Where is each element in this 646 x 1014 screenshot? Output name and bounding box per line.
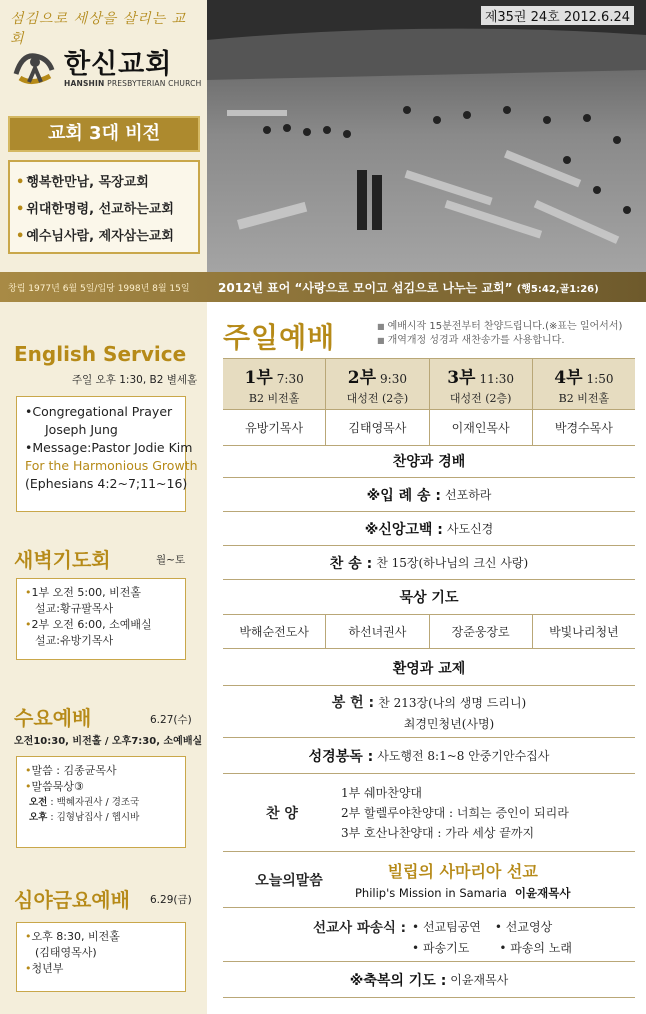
prayer-leader: 하선녀권사 bbox=[326, 615, 429, 648]
service-cell: 1부 7:30 B2 비전홀 bbox=[223, 359, 326, 409]
dawn-prayer-title: 새벽기도회 bbox=[14, 548, 111, 572]
service-pastor: 유방기목사 bbox=[223, 410, 326, 445]
wednesday-line: •말씀묵상③ bbox=[25, 780, 84, 793]
motto-verse: (행5:42,골1:26) bbox=[516, 283, 599, 295]
order-scripture: 성경봉독 : 사도행전 8:1~8 안중기안수집사 bbox=[223, 738, 635, 774]
order-sermon bbox=[223, 852, 635, 908]
order-call-to-worship: ※입 례 송 : 선포하라 bbox=[223, 478, 635, 512]
service-cell: 3부 11:30 대성전 (2층) bbox=[430, 359, 533, 409]
wednesday-line: 오전 : 백혜자권사 / 경조국 bbox=[29, 797, 140, 808]
service-cell: 4부 1:50 B2 비전홀 bbox=[554, 368, 614, 405]
dawn-prayer-days: 월~토 bbox=[156, 554, 186, 566]
prayer-leader: 박해순전도사 bbox=[223, 615, 326, 648]
brand-panel bbox=[0, 0, 207, 272]
order-creed: ※신앙고백 : 사도신경 bbox=[223, 512, 635, 546]
order-anthem bbox=[223, 774, 635, 852]
service-pastor: 이재인목사 bbox=[430, 410, 533, 445]
order-benediction: ※축복의 기도 : 이윤재목사 bbox=[223, 962, 635, 998]
english-line: Joseph Jung bbox=[45, 422, 118, 437]
friday-line: •오후 8:30, 비전홀 bbox=[25, 930, 120, 943]
dawn-line: •1부 오전 5:00, 비전홀 bbox=[25, 586, 141, 599]
vision-title: 교회 3대 비전 bbox=[8, 116, 200, 152]
sermon-label: 오늘의말씀 bbox=[255, 872, 323, 889]
vision-item: • 행복한만남, 목장교회 bbox=[16, 175, 149, 190]
yearly-motto: 2012년 표어 “사랑으로 모이고 섬김으로 나누는 교회” (행5:42,골1:26) bbox=[218, 280, 599, 295]
motto-banner bbox=[0, 272, 646, 302]
wednesday-service-title: 수요예배 bbox=[14, 706, 92, 730]
sunday-worship-title: 주일예배 bbox=[223, 321, 336, 354]
service-pastor: 박경수목사 bbox=[554, 421, 613, 435]
founding-date: 창립 1977년 6월 5일/입당 1998년 8월 15일 bbox=[8, 283, 190, 294]
service-cell: 2부 9:30 대성전 (2층) bbox=[326, 359, 429, 409]
friday-service-title: 심야금요예배 bbox=[14, 888, 130, 912]
dawn-line: 설교:유방기목사 bbox=[35, 634, 114, 647]
missionary-label: 선교사 파송식 : bbox=[313, 920, 407, 936]
friday-date: 6.29(금) bbox=[150, 894, 192, 906]
church-slogan: 섬김으로 세상을 살리는 교회 bbox=[10, 11, 187, 47]
sermon-preacher: 이윤재목사 bbox=[514, 885, 571, 900]
left-column bbox=[0, 302, 207, 1014]
vision-item: • 위대한명령, 선교하는교회 bbox=[16, 202, 174, 217]
english-sermon-title: For the Harmonious Growth bbox=[25, 458, 198, 473]
wednesday-times: 오전10:30, 비전홀 / 오후7:30, 소예배실 bbox=[14, 736, 203, 747]
wednesday-date: 6.27(수) bbox=[150, 714, 192, 726]
order-offering: 봉 헌 : 찬 213장(나의 생명 드리니) 최경민청년(사명) bbox=[223, 686, 635, 738]
service-schedule bbox=[223, 358, 635, 446]
order-hymn: 찬 송 : 찬 15장(하나님의 크신 사랑) bbox=[223, 546, 635, 580]
friday-line: (김태영목사) bbox=[35, 946, 97, 959]
anthem-line: 1부 쉐마찬양대 bbox=[341, 785, 423, 800]
english-service-box bbox=[16, 396, 198, 512]
church-name: 한신교회 bbox=[64, 48, 173, 80]
sunday-worship-column bbox=[207, 302, 646, 1014]
vision-item: • 예수님사람, 제자삼는교회 bbox=[16, 229, 174, 244]
offering-person: 최경민청년(사명) bbox=[403, 717, 495, 731]
issue-number: 제35권 24호 2012.6.24 bbox=[481, 6, 634, 25]
dawn-line: •2부 오전 6:00, 소예배실 bbox=[25, 618, 152, 631]
order-welcome: 환영과 교제 bbox=[223, 650, 635, 686]
dawn-prayer-box bbox=[16, 578, 186, 660]
worship-note: ■ 예배시작 15분전부터 찬양드립니다.(※표는 일어서서) bbox=[377, 321, 623, 332]
order-missionary-sending: 선교사 파송식 : • 선교팀공연 • 선교영상 • 파송기도 • 파송의 노래 bbox=[223, 908, 635, 962]
wednesday-line: 오후 : 김형남집사 / 헵시바 bbox=[29, 812, 140, 823]
order-silent-prayer: 묵상 기도 bbox=[399, 590, 459, 606]
order-praise: 찬양과 경배 bbox=[223, 444, 635, 478]
wednesday-line: •말씀 : 김종균목사 bbox=[25, 764, 117, 777]
newsletter-header bbox=[0, 0, 646, 272]
worship-note: ■ 개역개정 성경과 새찬송가를 사용합니다. bbox=[377, 335, 565, 346]
sermon-title: 빌립의 사마리아 선교 bbox=[387, 861, 538, 881]
prayer-leader: 장준웅장로 bbox=[430, 615, 533, 648]
english-line: •Message:Pastor Jodie Kim bbox=[25, 440, 193, 455]
congregation-photo bbox=[207, 0, 646, 272]
english-service-time: 주일 오후 1:30, B2 별세홀 bbox=[72, 374, 198, 386]
prayer-leader: 박빛나리청년 bbox=[549, 625, 619, 639]
prayer-leaders bbox=[223, 614, 635, 649]
friday-box bbox=[16, 922, 186, 992]
english-line: (Ephesians 4:2~7;11~16) bbox=[25, 476, 188, 491]
sermon-english-title: Philip's Mission in Samaria bbox=[355, 885, 507, 900]
service-pastor: 김태영목사 bbox=[326, 410, 429, 445]
anthem-line: 2부 할렐루야찬양대 : 너희는 증인이 되리라 bbox=[341, 805, 569, 820]
church-logo-icon bbox=[12, 48, 58, 90]
church-logo bbox=[12, 48, 201, 90]
anthem-line: 3부 호산나찬양대 : 가라 세상 끝까지 bbox=[341, 825, 535, 840]
dawn-line: 설교:황규팔목사 bbox=[35, 602, 114, 615]
wednesday-box bbox=[16, 756, 186, 848]
friday-line: •청년부 bbox=[25, 962, 64, 975]
english-service-title: English Service bbox=[14, 342, 187, 366]
church-subtitle: HANSHIN PRESBYTERIAN CHURCH bbox=[64, 78, 202, 88]
worship-notes bbox=[377, 320, 622, 348]
vision-list bbox=[8, 160, 200, 254]
anthem-label: 찬 양 bbox=[266, 805, 298, 822]
english-line: •Congregational Prayer bbox=[25, 404, 173, 419]
